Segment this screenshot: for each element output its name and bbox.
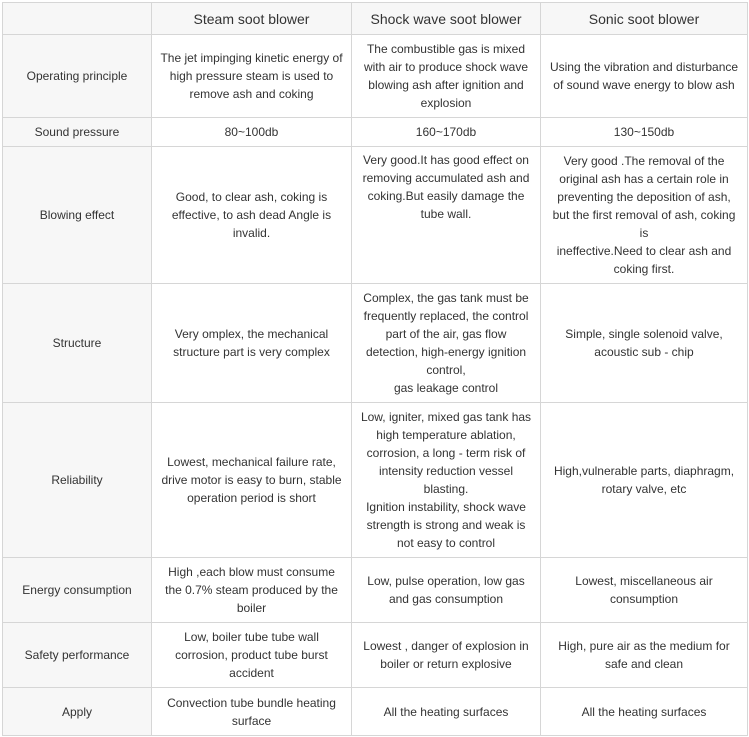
- table-body: [3, 35, 748, 736]
- cell-shock-wave: [352, 623, 541, 688]
- cell-text: Low, pulse operation, low gas and gas consumption: [367, 574, 525, 606]
- cell-shock-wave: [352, 147, 541, 284]
- cell-steam: [152, 688, 352, 736]
- cell-steam: [152, 118, 352, 147]
- cell-shock-wave: [352, 558, 541, 623]
- cell-text: 80~100db: [224, 125, 279, 139]
- cell-text: gas leakage control: [393, 381, 499, 395]
- cell-text: Lowest , danger of explosion in boiler or return explosive: [363, 639, 529, 671]
- cell-sonic: [541, 284, 748, 403]
- comparison-table: [2, 2, 748, 736]
- cell-text: Complex, the gas tank must be frequently replaced, the control part of the air, gas flow detection, high-energy ignition control,: [363, 291, 529, 377]
- row-label: Reliability: [3, 403, 152, 558]
- cell-text: High,vulnerable parts, diaphragm, rotary valve, etc: [553, 464, 735, 496]
- cell-shock-wave: [352, 118, 541, 147]
- cell-text: ineffective.Need to clear ash and coking first.: [556, 244, 732, 276]
- cell-text: High, pure air as the medium for safe and clean: [558, 639, 730, 671]
- cell-text: Very omplex, the mechanical structure part is very complex: [173, 327, 330, 359]
- cell-text: Low, boiler tube tube wall corrosion, product tube burst accident: [175, 630, 328, 680]
- cell-text: All the heating surfaces: [581, 704, 707, 719]
- header-shock-wave-soot-blower: Shock wave soot blower: [352, 3, 541, 35]
- cell-text: All the heating surfaces: [383, 704, 509, 719]
- header-steam-soot-blower: Steam soot blower: [152, 3, 352, 35]
- cell-shock-wave: [352, 35, 541, 118]
- row-label: Energy consumption: [3, 558, 152, 623]
- table-row: [3, 558, 748, 623]
- table-row: [3, 688, 748, 736]
- cell-sonic: [541, 623, 748, 688]
- cell-steam: [152, 558, 352, 623]
- cell-steam: [152, 35, 352, 118]
- cell-text: Ignition instability, shock wave strength is strong and weak is not easy to control: [366, 500, 526, 550]
- cell-steam: [152, 403, 352, 558]
- cell-text: Convection tube bundle heating surface: [167, 695, 336, 728]
- row-label: Safety performance: [3, 623, 152, 688]
- cell-text: 160~170db: [415, 125, 477, 139]
- cell-text: Very good .The removal of the original ash has a certain role in preventing the deposition of ash, but the first removal of ash, coking is: [552, 154, 736, 240]
- row-label: Sound pressure: [3, 118, 152, 147]
- cell-sonic: [541, 403, 748, 558]
- header-corner: [3, 3, 152, 35]
- cell-text: High ,each blow must consume the 0.7% steam produced by the boiler: [165, 565, 338, 615]
- cell-steam: [152, 284, 352, 403]
- cell-shock-wave: [352, 284, 541, 403]
- cell-text: Lowest, miscellaneous air consumption: [575, 574, 713, 606]
- cell-sonic: [541, 558, 748, 623]
- cell-text: Very good.It has good effect on removing accumulated ash and coking.But easily damage the tube wall.: [362, 153, 530, 221]
- cell-shock-wave: [352, 688, 541, 736]
- cell-text: Low, igniter, mixed gas tank has high temperature ablation, corrosion, a long - term risk of intensity reduction vessel blasting.: [360, 410, 532, 496]
- cell-sonic: [541, 118, 748, 147]
- cell-steam: [152, 147, 352, 284]
- cell-text: 130~150db: [613, 125, 675, 139]
- cell-text: Good, to clear ash, coking is effective, to ash dead Angle is invalid.: [171, 190, 332, 240]
- header-row: [3, 3, 748, 35]
- cell-sonic: [541, 35, 748, 118]
- table-row: [3, 35, 748, 118]
- cell-shock-wave: [352, 403, 541, 558]
- table-row: [3, 623, 748, 688]
- table-row: [3, 147, 748, 284]
- cell-sonic: [541, 688, 748, 736]
- table-row: [3, 403, 748, 558]
- cell-sonic: [541, 147, 748, 284]
- cell-text: Using the vibration and disturbance of sound wave energy to blow ash: [549, 60, 739, 92]
- cell-text: Simple, single solenoid valve, acoustic sub - chip: [565, 327, 723, 359]
- row-label: Operating principle: [3, 35, 152, 118]
- header-sonic-soot-blower: Sonic soot blower: [541, 3, 748, 35]
- row-label: Structure: [3, 284, 152, 403]
- cell-text: Lowest, mechanical failure rate, drive motor is easy to burn, stable operation period is short: [161, 455, 342, 505]
- table-row: [3, 118, 748, 147]
- cell-text: The jet impinging kinetic energy of high pressure steam is used to remove ash and coking: [160, 51, 343, 101]
- row-label: Apply: [3, 688, 152, 736]
- cell-steam: [152, 623, 352, 688]
- row-label: Blowing effect: [3, 147, 152, 284]
- cell-text: The combustible gas is mixed with air to produce shock wave blowing ash after ignition and explosion: [363, 42, 529, 110]
- table-row: [3, 284, 748, 403]
